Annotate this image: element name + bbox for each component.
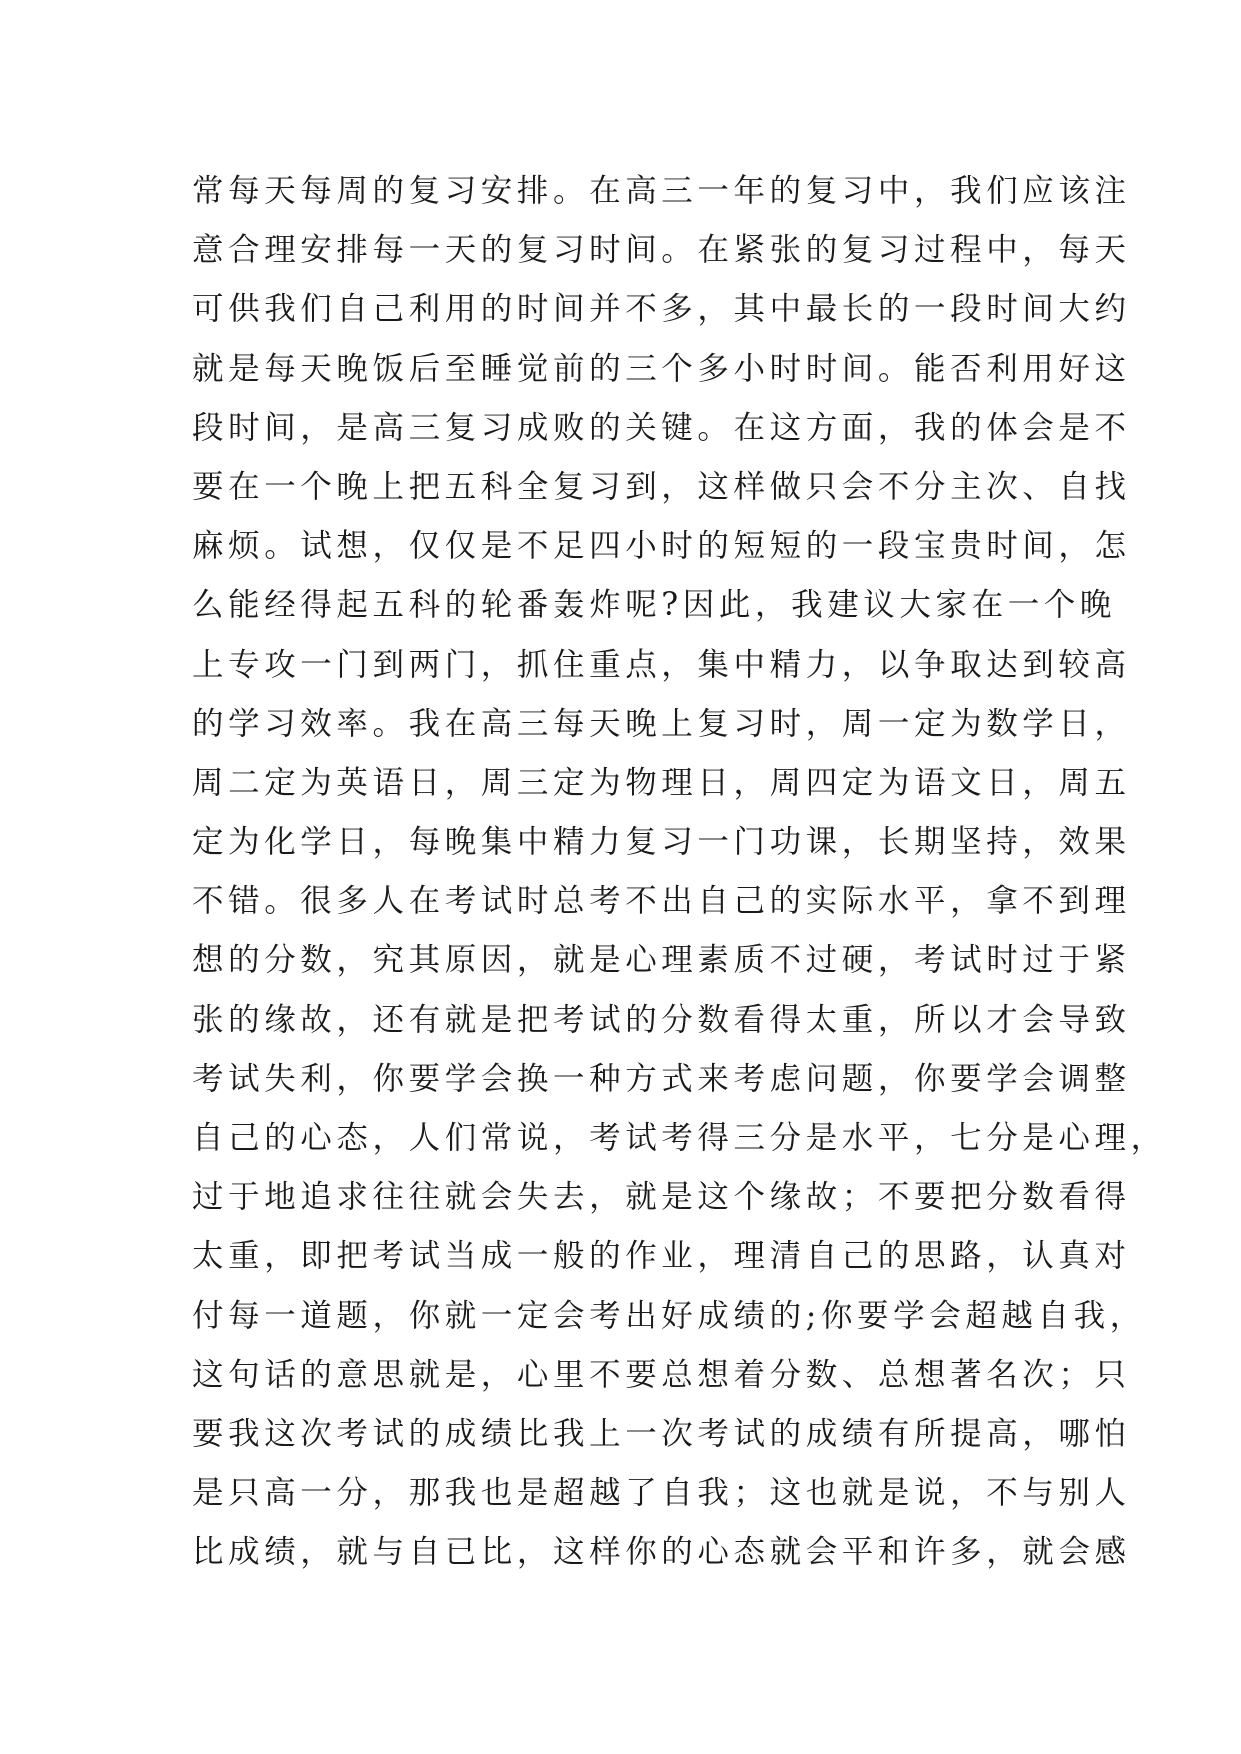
text-line: 考试失利，你要学会换一种方式来考虑问题，你要学会调整 bbox=[192, 1060, 1131, 1097]
text-line: 常每天每周的复习安排。在高三一年的复习中，我们应该注 bbox=[192, 173, 1131, 209]
text-line: 的学习效率。我在高三每天晚上复习时，周一定为数学日， bbox=[192, 705, 1131, 742]
text-line: 太重，即把考试当成一般的作业，理清自己的思路，认真对 bbox=[192, 1238, 1131, 1275]
text-line: 要在一个晚上把五科全复习到，这样做只会不分主次、自找 bbox=[192, 468, 1131, 505]
text-line: 定为化学日，每晚集中精力复习一门功课，长期坚持，效果 bbox=[192, 824, 1131, 861]
text-line: 上专攻一门到两门，抓住重点，集中精力，以争取达到较高 bbox=[192, 646, 1131, 683]
text-line: 是只高一分，那我也是超越了自我；这也就是说，不与别人 bbox=[192, 1475, 1131, 1512]
text-line: 就是每天晚饭后至睡觉前的三个多小时时间。能否利用好这 bbox=[192, 350, 1131, 387]
text-line: 周二定为英语日，周三定为物理日，周四定为语文日，周五 bbox=[192, 764, 1131, 801]
text-line: 想的分数，究其原因，就是心理素质不过硬，考试时过于紧 bbox=[192, 942, 1131, 979]
text-line: 可供我们自己利用的时间并不多，其中最长的一段时间大约 bbox=[192, 291, 1131, 328]
text-line: 比成绩，就与自已比，这样你的心态就会平和许多，就会感 bbox=[192, 1534, 1131, 1571]
text-line: 段时间，是高三复习成败的关键。在这方面，我的体会是不 bbox=[192, 409, 1131, 446]
text-line: 过于地追求往往就会失去，就是这个缘故；不要把分数看得 bbox=[192, 1179, 1131, 1216]
text-line: 要我这次考试的成绩比我上一次考试的成绩有所提高，哪怕 bbox=[192, 1415, 1131, 1452]
text-line: 自己的心态，人们常说，考试考得三分是水平，七分是心理， bbox=[192, 1120, 1167, 1156]
text-line: 么能经得起五科的轮番轰炸呢?因此，我建议大家在一个晚 bbox=[192, 587, 1116, 624]
text-line: 付每一道题，你就一定会考出好成绩的;你要学会超越自我， bbox=[192, 1297, 1146, 1334]
body-text bbox=[192, 162, 1167, 1583]
text-line: 麻烦。试想，仅仅是不足四小时的短短的一段宝贵时间，怎 bbox=[192, 528, 1131, 565]
text-line: 意合理安排每一天的复习时间。在紧张的复习过程中，每天 bbox=[192, 232, 1131, 269]
text-line: 这句话的意思就是，心里不要总想着分数、总想著名次；只 bbox=[192, 1356, 1131, 1393]
text-line: 张的缘故，还有就是把考试的分数看得太重，所以才会导致 bbox=[192, 1001, 1131, 1038]
text-line: 不错。很多人在考试时总考不出自己的实际水平，拿不到理 bbox=[192, 883, 1131, 920]
